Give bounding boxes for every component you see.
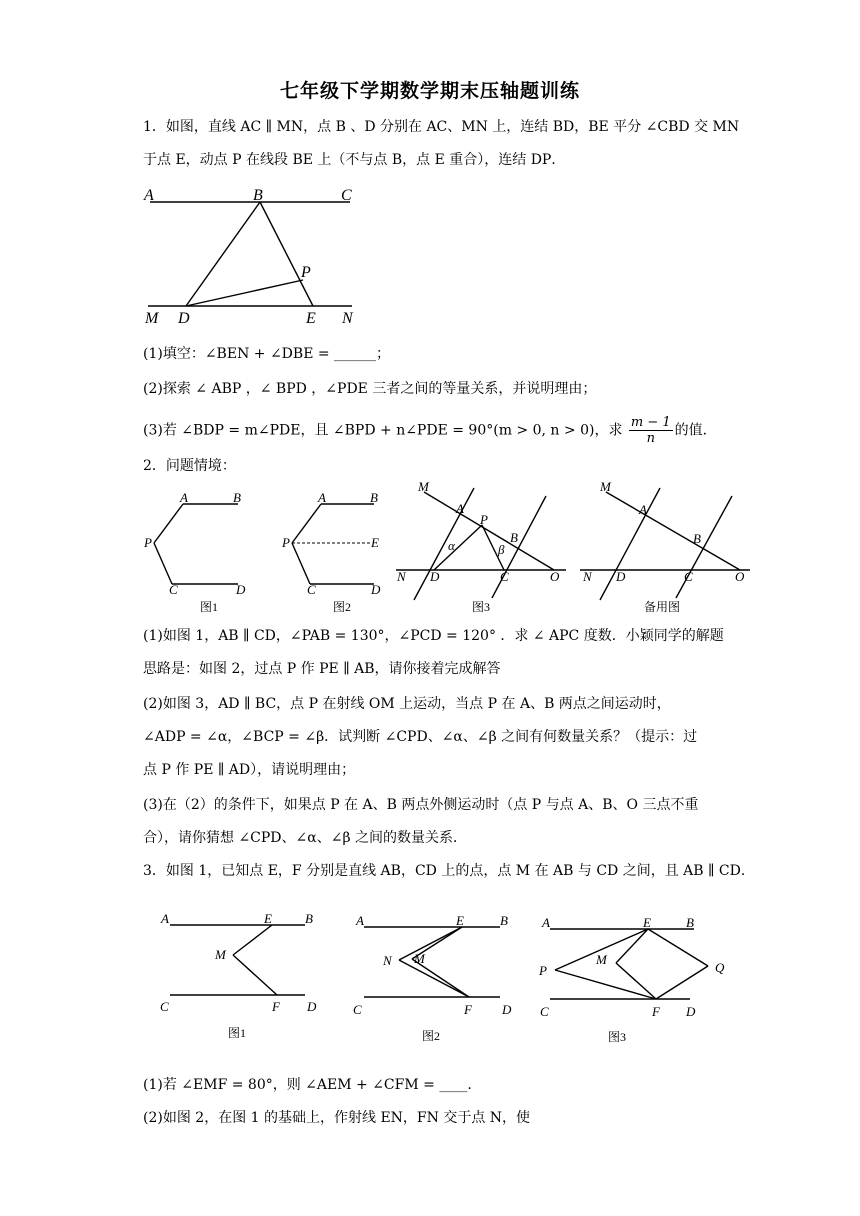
q2f2-label-A: A [318,490,326,505]
q2-sub1-line1: (1)如图 1，AB ∥ CD，∠PAB = 130°，∠PCD = 120° ．求 ∠ APC 度数．小颖同学的解题 [143,628,724,644]
q1-sub3-text: (3)若 ∠BDP = m∠PDE，且 ∠BPD + n∠PDE = 90°(m > 0, n > 0)，求 [143,422,623,439]
q2f4-label-M: M [600,479,611,494]
q3f3-label-E: E [643,915,651,930]
q3f3-label-F: F [652,1004,660,1019]
q2-caption-backup: 备用图 [644,600,681,614]
q3f1-label-M: M [215,947,226,962]
q1-label-P: P [301,264,311,281]
q1-label-E: E [306,310,316,327]
q3f1-label-C: C [160,999,169,1014]
q2f1-label-D: D [236,582,246,597]
q2-caption-2: 图2 [333,600,352,614]
q1-sub3-tail: 的值. [674,422,708,439]
q2-figure-2 [278,488,398,616]
q2f3-label-B: B [510,530,518,545]
q3-figure-3 [536,905,736,1050]
q2-sub3-line2: 合），请你猜想 ∠CPD、∠α、∠β 之间的数量关系． [143,830,467,846]
q3f1-label-A: A [161,911,169,926]
q3f2-label-M: M [414,951,425,966]
q1-label-A: A [144,187,154,204]
q3f2-label-C: C [353,1002,362,1017]
q3-caption-2: 图2 [422,1029,441,1043]
q1-text-line1: 1．如图，直线 AC ∥ MN，点 B 、D 分别在 AC、MN 上，连结 BD，BE 平分 ∠CBD 交 MN [143,119,740,135]
q3f1-label-F: F [272,999,280,1014]
q2f1-label-C: C [169,582,178,597]
q3-sub1: (1)若 ∠EMF = 80°，则 ∠AEM + ∠CFM = ____. [143,1077,472,1093]
q3f2-label-D: D [502,1002,512,1017]
q2f3-label-beta: β [498,542,505,557]
q3-caption-3: 图3 [608,1030,627,1044]
q1-label-D: D [178,310,190,327]
q3-heading: 3．如图 1，已知点 E，F 分别是直线 AB，CD 上的点，点 M 在 AB 与 CD 之间，且 AB ∥ CD． [143,863,755,879]
q3-caption-1: 图1 [228,1026,247,1040]
q3f2-label-A: A [356,913,364,928]
q2f2-label-D: D [371,582,381,597]
q3f3-label-A: A [542,915,550,930]
q2f3-label-O: O [550,569,560,584]
q2f2-label-C: C [307,582,316,597]
q3f3-label-D: D [686,1004,696,1019]
q2f4-label-O: O [735,569,745,584]
q1-label-C: C [341,187,352,204]
q2f2-label-B: B [370,490,378,505]
q3f3-label-C: C [540,1004,549,1019]
q2-sub3-line1: (3)在（2）的条件下，如果点 P 在 A、B 两点外侧运动时（点 P 与点 A、B、O 三点不重 [143,797,699,813]
q2f3-label-A: A [456,501,464,516]
q3f1-label-E: E [264,911,272,926]
q1-sub3-fraction [629,415,673,446]
q3f3-label-P: P [539,963,547,978]
q2f3-label-C: C [500,569,509,584]
q2f4-label-D: D [616,569,626,584]
q2-figure-1 [140,488,260,616]
q2-sub2-line3: 点 P 作 PE ∥ AD），请说明理由； [143,762,356,778]
q1-sub3-denominator: n [646,431,655,446]
q2f3-label-M: M [418,479,429,494]
q3-figure-1 [155,905,335,1045]
q1-sub3 [143,415,707,446]
q2-caption-3: 图3 [472,600,491,614]
q1-sub3-numerator: m − 1 [630,415,671,430]
q2-heading: 2．问题情境： [143,458,236,474]
q3-figure-2 [350,905,530,1045]
q2f1-label-P: P [144,535,152,550]
q2f4-label-B: B [693,531,701,546]
q1-label-B: B [253,187,263,204]
q2f2-label-E: E [371,535,379,550]
q1-sub2: (2)探索 ∠ ABP ，∠ BPD ，∠PDE 三者之间的等量关系，并说明理由； [143,381,597,397]
q1-label-N: N [342,310,353,327]
q2-sub1-line2: 思路是：如图 2，过点 P 作 PE ∥ AB，请你接着完成解答 [143,661,501,677]
q2f4-label-N: N [583,569,592,584]
q1-label-M: M [145,310,159,327]
q3f1-label-B: B [305,911,313,926]
q2-figure-backup [578,478,758,616]
q3f1-label-D: D [307,999,317,1014]
q1-sub1: (1)填空：∠BEN + ∠DBE = ______； [143,346,391,362]
q3f2-label-B: B [500,913,508,928]
q1-figure [140,180,380,330]
page-title: 七年级下学期数学期末压轴题训练 [279,80,580,102]
q1-text-line2: 于点 E，动点 P 在线段 BE 上（不与点 B，点 E 重合），连结 DP． [143,152,566,168]
q2-caption-1: 图1 [200,600,219,614]
q2f3-label-N: N [397,569,406,584]
q3f3-label-B: B [686,915,694,930]
q2f2-label-P: P [282,535,290,550]
q2-sub2-line2: ∠ADP = ∠α，∠BCP = ∠β．试判断 ∠CPD、∠α、∠β 之间有何数量关系？（提示：过 [143,729,698,745]
q3f3-label-Q: Q [715,960,725,975]
q2-figure-3 [394,478,574,616]
q2-sub2-line1: (2)如图 3，AD ∥ BC，点 P 在射线 OM 上运动，当点 P 在 A、B 两点之间运动时， [143,696,671,712]
q3f3-label-M: M [596,952,607,967]
q2f4-label-A: A [639,502,647,517]
q3f2-label-N: N [383,953,392,968]
q2f3-label-P: P [480,512,488,527]
q2f3-label-D: D [430,569,440,584]
q2f1-label-B: B [233,490,241,505]
q3-sub2: (2)如图 2，在图 1 的基础上，作射线 EN，FN 交于点 N，使 [143,1110,531,1126]
q2f1-label-A: A [180,490,188,505]
q2f4-label-C: C [684,569,693,584]
q3f2-label-E: E [456,913,464,928]
q3f2-label-F: F [464,1002,472,1017]
q2f3-label-alpha: α [448,538,455,553]
